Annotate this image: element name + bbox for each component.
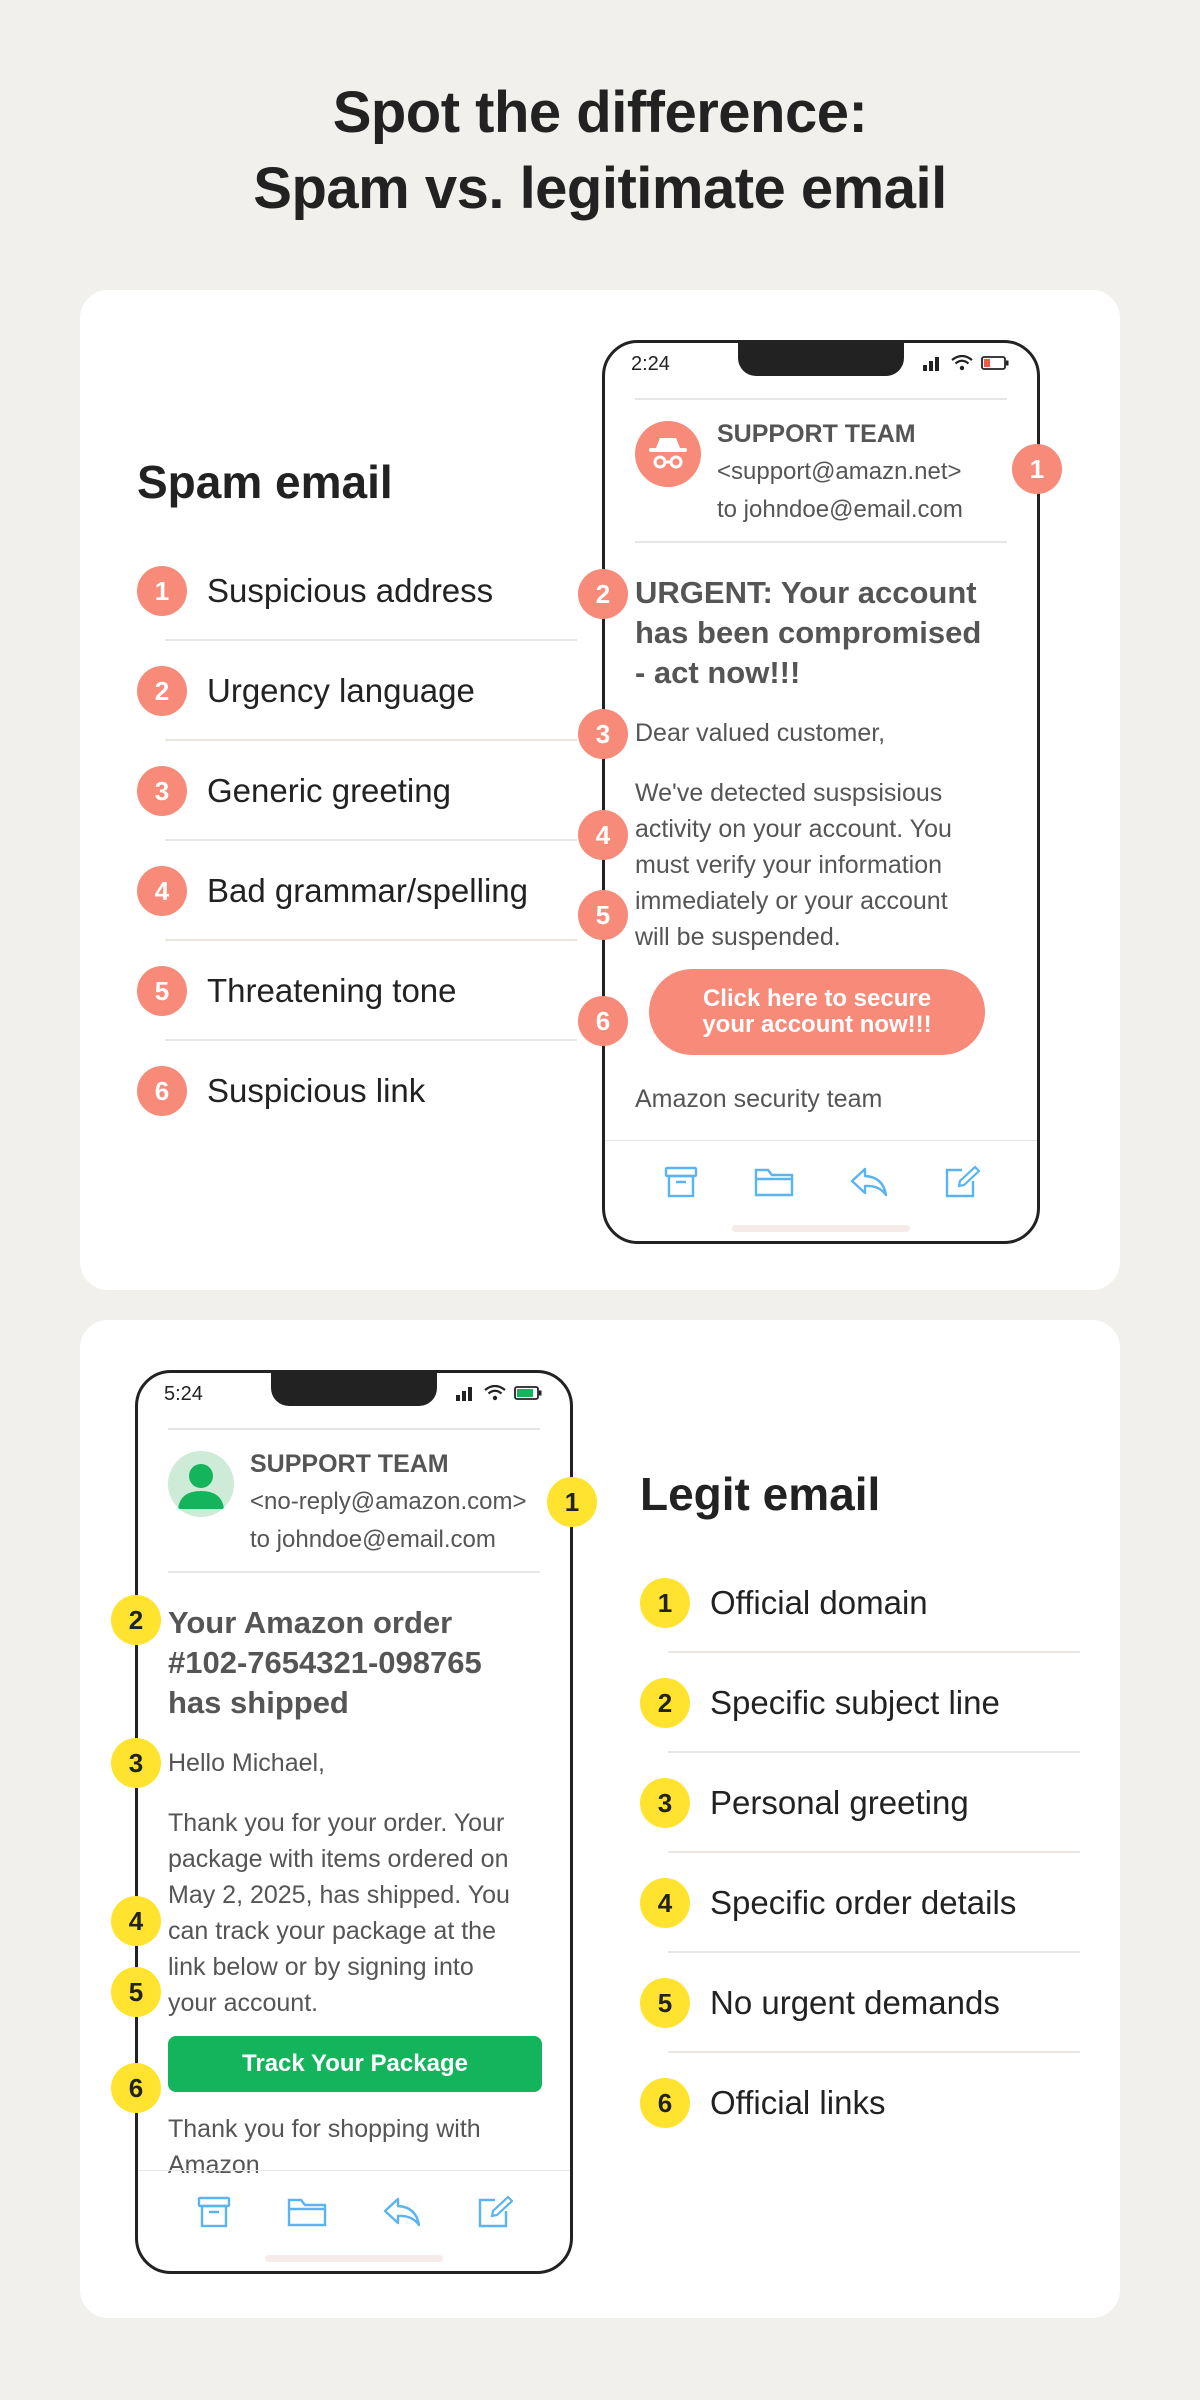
body-line: Thank you for your order. Your [168, 1809, 505, 1837]
email-greeting: Dear valued customer, [635, 719, 886, 747]
home-indicator [732, 1225, 910, 1232]
email-body [635, 775, 1015, 955]
status-time: 2:24 [631, 353, 670, 375]
status-icons [456, 1385, 542, 1401]
spy-avatar-icon [635, 421, 701, 487]
legit-list-item [640, 1653, 1080, 1753]
battery-full-icon [514, 1386, 542, 1400]
number-badge: 1 [137, 566, 187, 616]
subject-line: Your Amazon order [168, 1605, 453, 1640]
status-icons [923, 355, 1009, 371]
cta-line: Click here to secure [702, 985, 932, 1012]
callout-badge: 4 [578, 810, 628, 860]
callout-badge: 1 [547, 1477, 597, 1527]
wifi-icon [484, 1385, 506, 1401]
page-title-line-1: Spot the difference: [332, 80, 868, 145]
callout-badge: 2 [578, 569, 628, 619]
suspicious-link-button[interactable] [649, 969, 985, 1055]
callout-badge: 6 [111, 2063, 161, 2113]
subject-line: has shipped [168, 1685, 349, 1720]
number-badge: 6 [640, 2078, 690, 2128]
subject-line: has been compromised [635, 615, 982, 650]
compose-icon[interactable] [944, 1165, 980, 1199]
spam-list-item [137, 541, 577, 641]
body-line: will be suspended. [635, 923, 841, 951]
legit-heading: Legit email [640, 1468, 881, 1520]
list-item-label: No urgent demands [710, 1984, 1000, 2021]
sender-block [717, 415, 963, 529]
spam-list-item [137, 1041, 577, 1141]
number-badge: 3 [137, 766, 187, 816]
divider [168, 1571, 540, 1573]
list-item-label: Official domain [710, 1584, 928, 1621]
callout-badge: 5 [578, 890, 628, 940]
legit-list [640, 1467, 1080, 2153]
email-subject [635, 573, 1007, 693]
sender-name: SUPPORT TEAM [250, 1450, 449, 1478]
legit-list-item [640, 2053, 1080, 2153]
callout-badge: 5 [111, 1967, 161, 2017]
reply-icon[interactable] [849, 1166, 889, 1198]
recipient: to johndoe@email.com [717, 496, 963, 523]
track-package-button[interactable]: Track Your Package [168, 2036, 542, 2092]
battery-low-icon [981, 356, 1009, 370]
callout-badge: 4 [111, 1896, 161, 1946]
sender-email: <support@amazn.net> [717, 458, 962, 485]
subject-line: URGENT: Your account [635, 575, 977, 610]
spam-list [137, 455, 577, 1141]
spam-list-item [137, 641, 577, 741]
divider [635, 541, 1007, 543]
spam-list-item [137, 741, 577, 841]
recipient: to johndoe@email.com [250, 1526, 496, 1553]
body-line: immediately or your account [635, 887, 948, 915]
page-title-line-2: Spam vs. legitimate email [253, 156, 947, 221]
number-badge: 2 [640, 1678, 690, 1728]
callout-badge: 3 [578, 709, 628, 759]
cta-line: your account now!!! [702, 1011, 932, 1038]
body-line: May 2, 2025, has shipped. You [168, 1881, 510, 1909]
number-badge: 5 [640, 1978, 690, 2028]
body-line: activity on your account. You [635, 815, 952, 843]
spam-heading: Spam email [137, 456, 393, 508]
email-greeting: Hello Michael, [168, 1749, 326, 1777]
body-line: link below or by signing into [168, 1953, 474, 1981]
subject-line: #102-7654321-098765 [168, 1645, 482, 1680]
signoff-line: Thank you for shopping with [168, 2115, 481, 2143]
list-item-label: Specific subject line [710, 1684, 1000, 1721]
spam-card [80, 290, 1120, 1290]
subject-line: - act now!!! [635, 655, 801, 690]
user-avatar-icon [168, 1451, 234, 1517]
number-badge: 2 [137, 666, 187, 716]
number-badge: 6 [137, 1066, 187, 1116]
list-item-label: Generic greeting [207, 772, 451, 809]
body-line: We've detected suspsisious [635, 779, 943, 807]
list-item-label: Suspicious link [207, 1072, 426, 1109]
folder-icon[interactable] [754, 1166, 794, 1198]
legit-list-item [640, 1753, 1080, 1853]
sender-block [250, 1445, 527, 1559]
wifi-icon [951, 355, 973, 371]
callout-badge: 6 [578, 996, 628, 1046]
number-badge: 4 [137, 866, 187, 916]
spam-list-item [137, 841, 577, 941]
signoff-line: Amazon [168, 2151, 260, 2179]
divider [168, 1428, 540, 1430]
legit-list-item [640, 1953, 1080, 2053]
compose-icon[interactable] [477, 2195, 513, 2229]
status-time: 5:24 [164, 1383, 203, 1405]
signal-icon [456, 1385, 476, 1401]
sender-email: <no-reply@amazon.com> [250, 1488, 527, 1515]
legit-phone-mockup [135, 1370, 573, 2274]
reply-icon[interactable] [382, 2196, 422, 2228]
number-badge: 1 [640, 1578, 690, 1628]
page-title [0, 75, 1200, 227]
archive-icon[interactable] [196, 2195, 232, 2229]
callout-badge: 2 [111, 1595, 161, 1645]
signal-icon [923, 355, 943, 371]
email-body [168, 1805, 548, 2021]
list-item-label: Personal greeting [710, 1784, 969, 1821]
body-line: your account. [168, 1989, 319, 2017]
mail-toolbar [138, 2170, 570, 2252]
sender-name: SUPPORT TEAM [717, 420, 916, 448]
list-item-label: Threatening tone [207, 972, 457, 1009]
archive-icon[interactable] [663, 1165, 699, 1199]
phone-notch [738, 340, 904, 376]
list-item-label: Suspicious address [207, 572, 494, 609]
body-line: can track your package at the [168, 1917, 496, 1945]
legit-list-item [640, 1553, 1080, 1653]
body-line: package with items ordered on [168, 1845, 509, 1873]
legit-card [80, 1320, 1120, 2318]
legit-list-item [640, 1853, 1080, 1953]
number-badge: 4 [640, 1878, 690, 1928]
home-indicator [265, 2255, 443, 2262]
callout-badge: 3 [111, 1738, 161, 1788]
mail-toolbar [605, 1140, 1037, 1222]
number-badge: 3 [640, 1778, 690, 1828]
number-badge: 5 [137, 966, 187, 1016]
spam-list-item [137, 941, 577, 1041]
list-item-label: Bad grammar/spelling [207, 872, 528, 909]
list-item-label: Urgency language [207, 672, 475, 709]
callout-badge: 1 [1012, 444, 1062, 494]
spam-phone-mockup [602, 340, 1040, 1244]
body-line: must verify your information [635, 851, 943, 879]
divider [635, 398, 1007, 400]
phone-notch [271, 1370, 437, 1406]
list-item-label: Specific order details [710, 1884, 1017, 1921]
email-signoff: Amazon security team [635, 1085, 883, 1113]
folder-icon[interactable] [287, 2196, 327, 2228]
email-subject [168, 1603, 540, 1723]
list-item-label: Official links [710, 2084, 886, 2121]
